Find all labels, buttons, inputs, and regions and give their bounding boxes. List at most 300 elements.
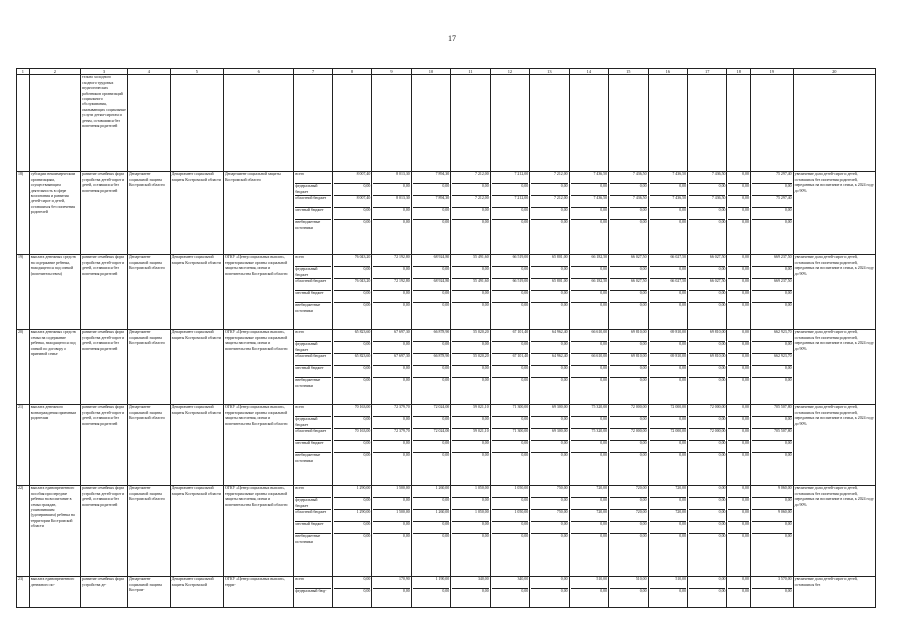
customer-text: Департамент социальной защиты Костром- xyxy=(127,577,170,608)
value: 0,00 xyxy=(639,378,647,383)
value: 0,00 xyxy=(728,417,748,429)
value: 66 027,50 xyxy=(650,255,686,267)
value: 0,00 xyxy=(363,453,371,458)
value: 0,00 xyxy=(610,184,646,196)
expected-result: увеличение доли детей-сирот и детей, оставшихся без попечения родителей, переданных на воспитание в семьи, к 2024 году до 90% xyxy=(793,255,875,330)
value: 66 027,50 xyxy=(689,279,725,291)
value: 0,00 xyxy=(334,522,370,534)
value-cell xyxy=(451,577,490,608)
value-cell xyxy=(530,486,569,577)
value: 0,00 xyxy=(742,220,749,225)
value: 1 290,00 xyxy=(334,486,370,498)
value: 0,00 xyxy=(442,589,450,594)
value: 0,00 xyxy=(492,441,528,453)
funding-source-label: федеральный бюд- xyxy=(295,589,327,594)
header-cell: 16 xyxy=(648,69,687,75)
value: 1 050,00 xyxy=(492,486,528,498)
value: 0,00 xyxy=(784,303,792,308)
customer-text: Департамент социальной защиты Костромской области xyxy=(127,255,170,330)
value: 0,00 xyxy=(531,441,567,453)
value: 7 436,50 xyxy=(571,196,607,208)
value: 0,00 xyxy=(531,417,567,429)
funding-source-label: федеральный бюджет xyxy=(295,267,330,279)
value: 0,00 xyxy=(728,196,748,208)
value: 7 212,00 xyxy=(492,172,528,184)
value-cell xyxy=(530,577,569,608)
value: 7 212,00 xyxy=(531,172,567,184)
value: 0,00 xyxy=(413,522,449,534)
value-cell xyxy=(727,255,750,330)
value: 0,00 xyxy=(679,589,687,594)
value: 0,00 xyxy=(752,498,792,510)
value-cell xyxy=(332,330,371,405)
value: 0,00 xyxy=(560,220,568,225)
value-cell xyxy=(648,486,687,577)
value: 0,00 xyxy=(363,303,371,308)
value: 1 290,00 xyxy=(334,510,370,522)
value: 76 043,20 xyxy=(334,279,370,291)
value-cell xyxy=(490,172,529,255)
funding-source-label: всего xyxy=(295,255,330,267)
value: 0,00 xyxy=(402,303,410,308)
row-number: 22) xyxy=(17,486,30,577)
value: 0,00 xyxy=(571,291,607,303)
table-row xyxy=(17,255,876,330)
value: 0,00 xyxy=(571,366,607,378)
value: 0,00 xyxy=(600,303,608,308)
value: 720,00 xyxy=(571,486,607,498)
value: 0,00 xyxy=(373,342,409,354)
value: 0,00 xyxy=(402,220,410,225)
value: 0,00 xyxy=(442,220,450,225)
value: 1 050,00 xyxy=(452,486,488,498)
value: 7 436,50 xyxy=(571,172,607,184)
executor-text: Департамент социальной защиты Костромской области xyxy=(223,172,293,255)
value: 0,00 xyxy=(728,267,748,279)
value-cell xyxy=(332,486,371,577)
direction-text: развитие семейных форм устройства детей-сирот и детей, оставшихся без попечения родителей xyxy=(81,330,128,405)
value: 0,00 xyxy=(600,220,608,225)
value: 0,00 xyxy=(610,366,646,378)
value: 0,00 xyxy=(752,291,792,303)
value-cell xyxy=(750,330,793,405)
value-cell xyxy=(490,577,529,608)
value-cell xyxy=(648,405,687,486)
value: 0,00 xyxy=(531,498,567,510)
value: 0,00 xyxy=(689,291,725,303)
value: 69 810,00 xyxy=(610,354,646,366)
value: 0,00 xyxy=(531,184,567,196)
value: 0,00 xyxy=(521,453,529,458)
expected-result: увеличение доли детей-сирот и детей, оставшихся без xyxy=(793,577,875,608)
value-cell xyxy=(490,405,529,486)
value: 0,00 xyxy=(718,589,726,594)
value: 0,00 xyxy=(728,291,748,303)
value: 69 810,00 xyxy=(610,330,646,342)
value: 0,00 xyxy=(413,417,449,429)
value: 0,00 xyxy=(334,441,370,453)
value-cell xyxy=(451,330,490,405)
value: 7 436,50 xyxy=(650,196,686,208)
value: 720,00 xyxy=(650,486,686,498)
value: 75 320,00 xyxy=(571,429,607,441)
value: 0,00 xyxy=(492,184,528,196)
value: 0,00 xyxy=(784,534,792,539)
value: 0,00 xyxy=(492,498,528,510)
value: 7 212,00 xyxy=(531,196,567,208)
funding-source-label: всего xyxy=(295,405,330,417)
value: 69 810,00 xyxy=(689,330,725,342)
value: 70 163,00 xyxy=(334,405,370,417)
value: 0,00 xyxy=(718,303,726,308)
value: 0,00 xyxy=(373,498,409,510)
value: 0,00 xyxy=(639,534,647,539)
value: 7 436,50 xyxy=(610,196,646,208)
value: 1 050,00 xyxy=(452,510,488,522)
value: 0,00 xyxy=(610,291,646,303)
value: 0,00 xyxy=(521,378,529,383)
header-cell: 17 xyxy=(688,69,727,75)
value: 0,00 xyxy=(728,330,748,342)
value: 0,00 xyxy=(728,486,748,498)
executor-text: ОГКУ «Центр социальных выплат», терри- xyxy=(223,577,293,608)
value: 0,00 xyxy=(689,417,725,429)
value: 66 027,50 xyxy=(610,279,646,291)
value: 0,00 xyxy=(373,366,409,378)
direction-text: развитие семейных форм устройства детей-сирот и детей, оставшихся без попечения родителей xyxy=(81,172,128,255)
measure-name: выплата единовременного денежного по- xyxy=(29,577,80,608)
value-cell xyxy=(451,405,490,486)
value: 0,00 xyxy=(610,498,646,510)
funding-source-label: федеральный бюджет xyxy=(295,184,330,196)
table-row xyxy=(17,405,876,486)
row-number: 23) xyxy=(17,577,30,608)
value: 66 610,00 xyxy=(571,330,607,342)
value: 9 060,00 xyxy=(752,486,792,498)
direction-text: развитие семейных форм устройства детей-сирот и детей, оставшихся без попечения родителей xyxy=(81,255,128,330)
value-cell xyxy=(372,255,411,330)
value: 0,00 xyxy=(373,417,409,429)
value: 0,00 xyxy=(752,417,792,429)
value: 705 507,80 xyxy=(752,405,792,417)
direction-text: развитие семейных форм устройства де- xyxy=(81,577,128,608)
value: 0,00 xyxy=(728,279,748,291)
funding-source-label: внебюджетные источники xyxy=(295,378,321,388)
value: 0,00 xyxy=(560,378,568,383)
value: 0,00 xyxy=(679,378,687,383)
value: 65 823,60 xyxy=(334,330,370,342)
funding-source-label: внебюджетные источники xyxy=(295,453,321,463)
funding-source-label: областной бюджет xyxy=(295,429,330,441)
value: 0,00 xyxy=(610,441,646,453)
expected-result: увеличение доли детей-сирот и детей, оставшихся без попечения родителей, переданных на воспитание в семьи, к 2024 году до 90% xyxy=(793,330,875,405)
header-cell: 18 xyxy=(727,69,750,75)
value-cell xyxy=(609,172,648,255)
funding-source-label: федеральный бюджет xyxy=(295,417,330,429)
value: 0,00 xyxy=(481,589,489,594)
header-cell: 13 xyxy=(530,69,569,75)
value: 0,00 xyxy=(373,267,409,279)
value: 0,00 xyxy=(413,342,449,354)
header-cell: 9 xyxy=(372,69,411,75)
value-cell xyxy=(750,486,793,577)
value-cell xyxy=(490,255,529,330)
value: 0,00 xyxy=(639,589,647,594)
value: 0,00 xyxy=(413,366,449,378)
value-cell xyxy=(569,255,608,330)
value: 0,00 xyxy=(728,342,748,354)
value: 0,00 xyxy=(679,453,687,458)
value: 720,00 xyxy=(650,510,686,522)
value: 0,00 xyxy=(452,208,488,220)
header-cell: 15 xyxy=(609,69,648,75)
value: 0,00 xyxy=(521,303,529,308)
funding-source-label: областной бюджет xyxy=(295,196,330,208)
value-cell xyxy=(569,577,608,608)
customer-text: Департамент социальной защиты Костромской области xyxy=(127,486,170,577)
value: 0,00 xyxy=(752,267,792,279)
value-cell xyxy=(609,255,648,330)
value: 0,00 xyxy=(610,417,646,429)
value: 750,00 xyxy=(531,486,567,498)
value: 0,00 xyxy=(521,220,529,225)
header-cell: 5 xyxy=(170,69,223,75)
value: 0,00 xyxy=(334,267,370,279)
value: 0,00 xyxy=(363,589,371,594)
value-cell xyxy=(609,405,648,486)
header-cell: 19 xyxy=(750,69,793,75)
value: 0,00 xyxy=(492,522,528,534)
value: 0,00 xyxy=(334,366,370,378)
value: 0,00 xyxy=(452,498,488,510)
value: 59 021,10 xyxy=(452,429,488,441)
value: 0,00 xyxy=(452,366,488,378)
value: 70 163,00 xyxy=(334,429,370,441)
value-cell xyxy=(750,405,793,486)
table-row xyxy=(17,577,876,608)
value-cell xyxy=(530,255,569,330)
value: 0,00 xyxy=(728,172,748,184)
value: 0,00 xyxy=(452,267,488,279)
table-row xyxy=(17,330,876,405)
value-cell xyxy=(727,577,750,608)
value: 0,00 xyxy=(600,378,608,383)
value: 0,00 xyxy=(650,441,686,453)
value: 59 021,10 xyxy=(452,405,488,417)
value-cell xyxy=(372,486,411,577)
value: 66 182,50 xyxy=(571,279,607,291)
value: 0,00 xyxy=(784,220,792,225)
value: 0,00 xyxy=(492,208,528,220)
value: 76 043,20 xyxy=(334,255,370,267)
value: 0,00 xyxy=(679,220,687,225)
value: 0,00 xyxy=(481,220,489,225)
value: 0,00 xyxy=(639,453,647,458)
value: 0,00 xyxy=(571,498,607,510)
value: 65 823,60 xyxy=(334,354,370,366)
value-cell xyxy=(569,172,608,255)
value: 55 020,20 xyxy=(452,354,488,366)
expected-result: увеличение доли детей-сирот и детей, оставшихся без попечения родителей, переданных на воспитание в семьи, к 2024 году до 90% xyxy=(793,172,875,255)
value: 0,00 xyxy=(742,378,749,383)
customer-text: Департамент социальной защиты Костромской области xyxy=(127,330,170,405)
continuation-row xyxy=(17,75,876,172)
value: 0,00 xyxy=(413,441,449,453)
value: 0,00 xyxy=(610,522,646,534)
value: 0,00 xyxy=(413,208,449,220)
value-cell xyxy=(569,486,608,577)
value: 0,00 xyxy=(373,184,409,196)
value: 0,00 xyxy=(752,366,792,378)
value-cell xyxy=(451,486,490,577)
value: 72 000,00 xyxy=(650,405,686,417)
value: 0,00 xyxy=(571,522,607,534)
value: 0,00 xyxy=(402,453,410,458)
value: 0,00 xyxy=(481,303,489,308)
value: 72 000,00 xyxy=(689,405,725,417)
value: 0,00 xyxy=(689,342,725,354)
value: 0,00 xyxy=(402,378,410,383)
funding-source-label: местный бюджет xyxy=(295,522,330,534)
table-row xyxy=(17,172,876,255)
row-number: 18) xyxy=(17,172,30,255)
value: 67 697,30 xyxy=(373,354,409,366)
value: 66 610,00 xyxy=(571,354,607,366)
header-cell: 20 xyxy=(793,69,875,75)
value: 0,00 xyxy=(413,267,449,279)
value: 0,00 xyxy=(571,342,607,354)
value: 66 027,50 xyxy=(650,279,686,291)
value: 0,00 xyxy=(689,441,725,453)
value: 67 101,40 xyxy=(492,330,528,342)
value-cell xyxy=(727,405,750,486)
funding-source-label: федеральный бюджет xyxy=(295,342,330,354)
value: 72 000,00 xyxy=(610,429,646,441)
value: 69 300,00 xyxy=(531,429,567,441)
executor-text: ОГКУ «Центр социальных выплат», территориальные органы социальной защиты населения, опеки и попечительства Костромской области xyxy=(223,486,293,577)
value: 0,00 xyxy=(531,267,567,279)
executor-text: ОГКУ «Центр социальных выплат», территориальные органы социальной защиты населения, опеки и попечительства Костромской области xyxy=(223,330,293,405)
value: 0,00 xyxy=(728,354,748,366)
value: 55 020,20 xyxy=(452,330,488,342)
value: 340,00 xyxy=(492,577,528,589)
value: 510,00 xyxy=(610,577,646,589)
funding-source-label: областной бюджет xyxy=(295,354,330,366)
value: 0,00 xyxy=(742,589,749,594)
value: 69 300,00 xyxy=(531,405,567,417)
value-cell xyxy=(648,577,687,608)
value-cell xyxy=(411,330,450,405)
value-cell xyxy=(372,330,411,405)
value: 0,00 xyxy=(363,378,371,383)
funding-sources xyxy=(294,577,332,608)
value-cell xyxy=(332,405,371,486)
value-cell xyxy=(411,486,450,577)
coexecutor-text: Департамент социальной защиты Костромской области xyxy=(170,486,223,577)
value: 0,00 xyxy=(639,303,647,308)
funding-sources xyxy=(294,405,332,486)
value: 66 519,00 xyxy=(492,279,528,291)
measure-name: выплата денежных средств семьи на содержание ребенка, находящегося под опекой по договору о приемной семье xyxy=(29,330,80,405)
value-cell xyxy=(688,577,727,608)
value: 0,00 xyxy=(784,589,792,594)
funding-source-label: внебюджетные источники xyxy=(295,303,321,313)
value: 0,00 xyxy=(718,534,726,539)
value-cell xyxy=(727,172,750,255)
value: 68 924,80 xyxy=(413,255,449,267)
value: 0,00 xyxy=(728,510,748,522)
value: 69 810,00 xyxy=(650,354,686,366)
funding-source-label: местный бюджет xyxy=(295,366,330,378)
value-cell xyxy=(609,330,648,405)
value: 66 027,50 xyxy=(610,255,646,267)
value: 7 436,50 xyxy=(689,196,725,208)
value: 67 101,40 xyxy=(492,354,528,366)
header-cell: 12 xyxy=(490,69,529,75)
value: 0,00 xyxy=(728,429,748,441)
value: 0,00 xyxy=(752,208,792,220)
value: 0,00 xyxy=(492,366,528,378)
value: 69 810,00 xyxy=(689,354,725,366)
value: 0,00 xyxy=(363,534,371,539)
header-cell: 7 xyxy=(294,69,332,75)
value: 7 212,00 xyxy=(492,196,528,208)
value: 0,00 xyxy=(742,534,749,539)
funding-source-label: местный бюджет xyxy=(295,208,330,220)
value: 0,00 xyxy=(442,534,450,539)
value: 0,00 xyxy=(728,208,748,220)
value-cell xyxy=(750,255,793,330)
value: 0,00 xyxy=(531,342,567,354)
value: 0,00 xyxy=(334,291,370,303)
value-cell xyxy=(688,172,727,255)
value-cell xyxy=(569,405,608,486)
value: 0,00 xyxy=(742,303,749,308)
header-cell: 8 xyxy=(332,69,371,75)
header-cell: 1 xyxy=(17,69,30,75)
value: 75 297,40 xyxy=(752,196,792,208)
value: 0,00 xyxy=(452,342,488,354)
value-cell xyxy=(688,330,727,405)
table-row xyxy=(17,486,876,577)
value: 0,00 xyxy=(571,417,607,429)
direction-text: развитие семейных форм устройства детей-сирот и детей, оставшихся без попечения родителей xyxy=(81,405,128,486)
value: 1 500,00 xyxy=(373,510,409,522)
header-cell: 2 xyxy=(29,69,80,75)
funding-source-label: областной бюджет xyxy=(295,510,330,522)
header-cell: 14 xyxy=(569,69,608,75)
value: 0,00 xyxy=(728,577,748,589)
value: 7 212,00 xyxy=(452,172,488,184)
value: 0,00 xyxy=(650,342,686,354)
funding-source-label: всего xyxy=(295,172,330,184)
value: 0,00 xyxy=(571,208,607,220)
funding-sources xyxy=(294,172,332,255)
value: 0,00 xyxy=(492,417,528,429)
value: 0,00 xyxy=(650,208,686,220)
value: 75 320,00 xyxy=(571,405,607,417)
value: 0,00 xyxy=(481,378,489,383)
value: 0,00 xyxy=(363,220,371,225)
value: 7 894,30 xyxy=(413,172,449,184)
value: 72 000,00 xyxy=(650,429,686,441)
value: 65 801,00 xyxy=(531,279,567,291)
header-cell: 10 xyxy=(411,69,450,75)
program-table xyxy=(16,68,876,608)
value: 0,00 xyxy=(531,208,567,220)
value: 55 491,60 xyxy=(452,279,488,291)
value: 0,00 xyxy=(689,366,725,378)
